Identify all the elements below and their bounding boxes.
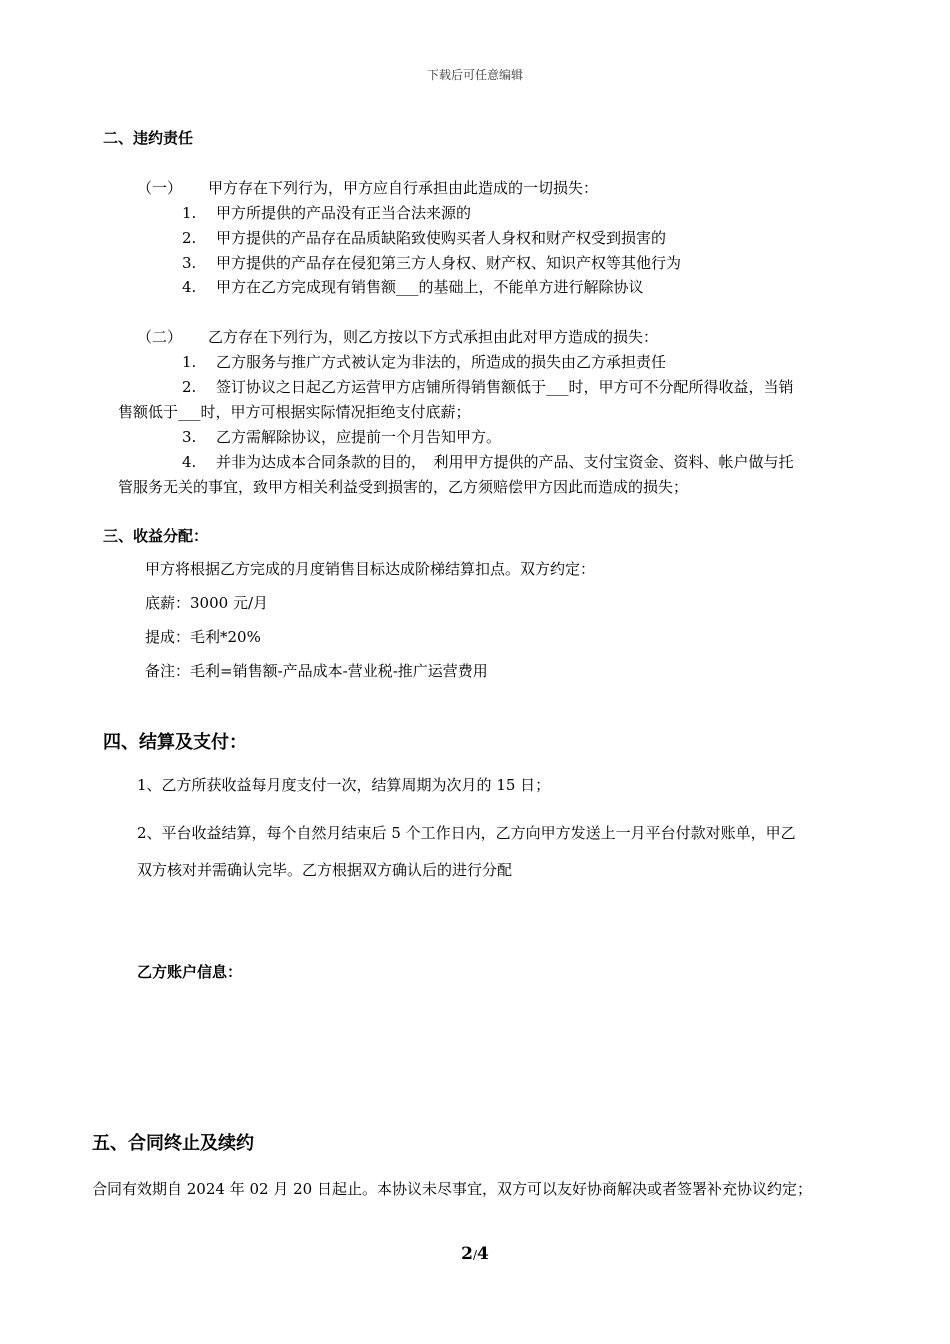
- item-number: 1.: [182, 204, 197, 222]
- clause-a-label: （一）: [137, 179, 183, 197]
- item-text: 乙方需解除协议，应提前一个月告知甲方。: [216, 428, 502, 446]
- clause-b-label: （二）: [137, 328, 183, 346]
- clause-a-item-4: [182, 276, 644, 297]
- settlement-clause-2-cont: 双方核对并需确认完毕。乙方根据双方确认后的进行分配: [137, 861, 513, 879]
- item-text: 甲方在乙方完成现有销售额___的基础上，不能单方进行解除协议: [216, 278, 644, 296]
- profit-note: 备注：毛利=销售额-产品成本-营业税-推广运营费用: [145, 662, 488, 680]
- contract-term: 合同有效期自 2024 年 02 月 20 日起止。本协议未尽事宜，双方可以友好协商解决或者签署补充协议约定；: [92, 1180, 812, 1198]
- clause-a-item-1: [182, 202, 471, 223]
- clause-a-text: 甲方存在下列行为，甲方应自行承担由此造成的一切损失：: [208, 179, 599, 197]
- account-info-label: 乙方账户信息：: [137, 963, 243, 981]
- settlement-clause-2: 2、平台收益结算，每个自然月结束后 5 个工作日内，乙方向甲方发送上一月平台付款对账单，甲乙: [137, 824, 796, 842]
- item-text: 乙方服务与推广方式被认定为非法的，所造成的损失由乙方承担责任: [216, 353, 667, 371]
- item-number: 4.: [182, 453, 197, 471]
- settlement-clause-1: 1、乙方所获收益每月度支付一次，结算周期为次月的 15 日；: [137, 776, 551, 794]
- revenue-intro: 甲方将根据乙方完成的月度销售目标达成阶梯结算扣点。双方约定：: [145, 560, 596, 578]
- item-text: 甲方所提供的产品没有正当合法来源的: [216, 204, 472, 222]
- commission: 提成：毛利*20%: [145, 628, 261, 646]
- section-3-title: 三、收益分配：: [103, 527, 209, 545]
- item-number: 2.: [182, 229, 197, 247]
- base-salary: 底薪：3000 元/月: [145, 594, 268, 612]
- item-number: 2.: [182, 378, 197, 396]
- item-text: 甲方提供的产品存在侵犯第三方人身权、财产权、知识产权等其他行为: [216, 254, 682, 272]
- clause-a-heading: [137, 177, 598, 198]
- item-number: 3.: [182, 254, 197, 272]
- clause-a-item-3: [182, 252, 681, 273]
- clause-b-item-2-cont: 售额低于___时，甲方可根据实际情况拒绝支付底薪；: [118, 403, 471, 421]
- clause-b-item-2: [182, 376, 794, 397]
- total-pages: 4: [477, 1244, 489, 1264]
- clause-b-item-4: [182, 451, 794, 472]
- clause-b-text: 乙方存在下列行为，则乙方按以下方式承担由此对甲方造成的损失：: [208, 328, 659, 346]
- clause-b-heading: [137, 326, 658, 347]
- item-number: 4.: [182, 278, 197, 296]
- section-2-title: 二、违约责任: [103, 129, 194, 147]
- item-number: 3.: [182, 428, 197, 446]
- current-page: 2: [461, 1244, 473, 1264]
- section-5-title: 五、合同终止及续约: [92, 1133, 254, 1154]
- item-text: 甲方提供的产品存在品质缺陷致使购买者人身权和财产权受到损害的: [216, 229, 667, 247]
- clause-b-item-1: [182, 351, 666, 372]
- clause-b-item-3: [182, 426, 501, 447]
- clause-b-item-4-cont: 管服务无关的事宜，致甲方相关利益受到损害的，乙方须赔偿甲方因此而造成的损失；: [118, 478, 689, 496]
- item-text: 签订协议之日起乙方运营甲方店铺所得销售额低于___时，甲方可不分配所得收益，当销: [216, 378, 794, 396]
- clause-a-item-2: [182, 227, 666, 248]
- item-text: 并非为达成本合同条款的目的， 利用甲方提供的产品、支付宝资金、资料、帐户做与托: [216, 453, 794, 471]
- page-separator: /: [472, 1248, 478, 1262]
- section-4-title: 四、结算及支付：: [103, 732, 247, 753]
- page-header: 下载后可任意编辑: [426, 68, 523, 82]
- page-number: [0, 1244, 950, 1264]
- item-number: 1.: [182, 353, 197, 371]
